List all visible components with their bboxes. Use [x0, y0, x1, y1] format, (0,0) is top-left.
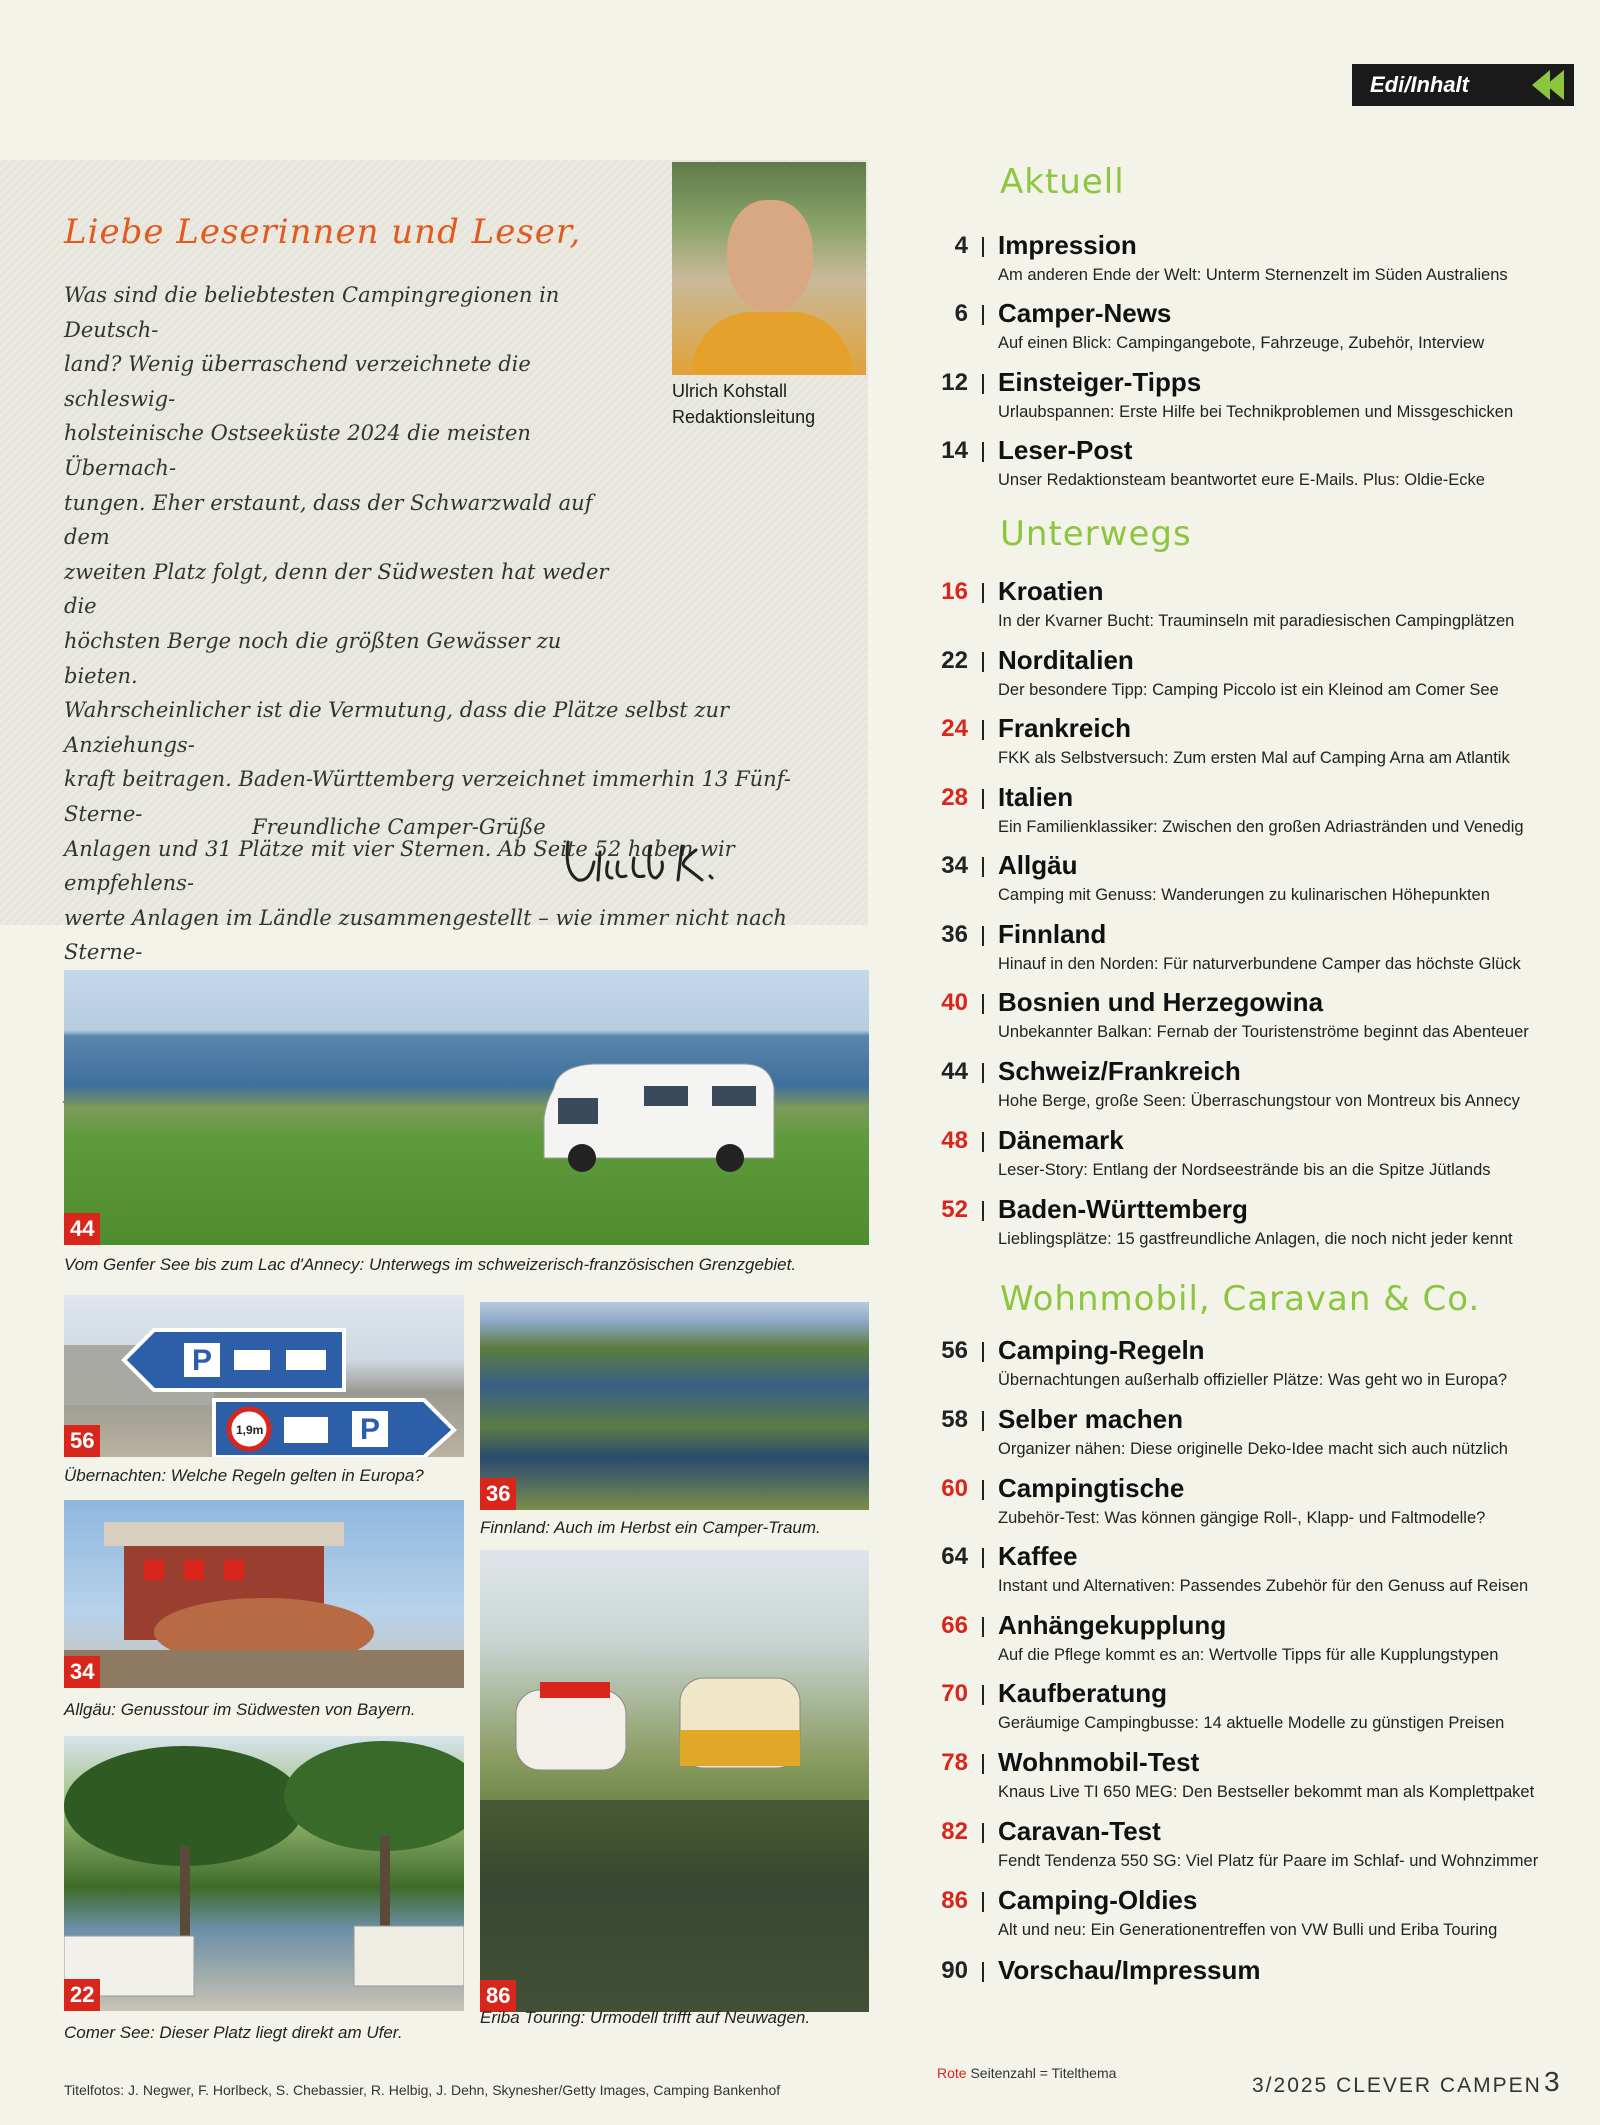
photo-allgaeu [64, 1500, 464, 1688]
toc-separator [982, 1754, 984, 1774]
toc-title: Finnland [998, 919, 1107, 949]
toc-entry [930, 300, 1570, 366]
toc-separator [982, 305, 984, 325]
toc-entry [930, 437, 1570, 503]
toc-page-number: 36 [941, 921, 968, 948]
toc-separator [982, 1201, 984, 1221]
author-role: Redaktionsleitung [672, 407, 816, 427]
toc-title: Wohnmobil-Test [998, 1747, 1200, 1777]
parking-sign-icon [64, 1295, 464, 1457]
toc-entry [930, 369, 1570, 435]
photo-caption: Vom Genfer See bis zum Lac d'Annecy: Unterwegs im schweizerisch-französischen Grenzgebiet. [64, 1255, 797, 1274]
toc-separator [982, 1685, 984, 1705]
legend-red-word: Rote [937, 2065, 967, 2081]
toc-title: Vorschau/Impressum [998, 1955, 1261, 1985]
toc-description: Leser-Story: Entlang der Nordseestrände bis an die Spitze Jütlands [998, 1161, 1491, 1179]
toc-description: Unser Redaktionsteam beantwortet eure E-Mails. Plus: Oldie-Ecke [998, 471, 1485, 489]
mountain-hut-illustration [64, 1500, 464, 1688]
editorial-line: Was sind die beliebtesten Campingregionen in Deutsch- [64, 283, 560, 342]
toc-description: Hinauf in den Norden: Für naturverbundene Camper das höchste Glück [998, 955, 1521, 973]
toc-description: Ein Familienklassiker: Zwischen den großen Adriastränden und Venedig [998, 818, 1524, 836]
toc-entry [930, 921, 1570, 987]
toc-separator [982, 374, 984, 394]
toc-entry [930, 1196, 1570, 1262]
page-badge: 22 [64, 1979, 100, 2011]
toc-description: Übernachtungen außerhalb offizieller Plätze: Was geht wo in Europa? [998, 1371, 1508, 1389]
toc-separator [982, 720, 984, 740]
toc-title: Italien [998, 782, 1074, 812]
toc-page-number: 14 [941, 437, 968, 464]
toc-page-number: 44 [941, 1058, 968, 1085]
toc-description: Knaus Live TI 650 MEG: Den Bestseller bekommt man als Komplettpaket [998, 1783, 1535, 1801]
page-badge: 56 [64, 1425, 100, 1457]
toc-description: FKK als Selbstversuch: Zum ersten Mal auf Camping Arna am Atlantik [998, 749, 1510, 767]
toc-title: Schweiz/Frankreich [998, 1056, 1241, 1086]
photo-comer-see [64, 1736, 464, 2011]
photo-caption: Finnland: Auch im Herbst ein Camper-Traum. [480, 1518, 821, 1537]
photo-caption: Comer See: Dieser Platz liegt direkt am Ufer. [64, 2023, 403, 2042]
toc-title: Campingtische [998, 1473, 1185, 1503]
section-title-aktuell: Aktuell [1000, 162, 1125, 202]
editorial-line: tungen. Eher erstaunt, dass der Schwarzwald auf dem [64, 490, 593, 550]
section-title-unterwegs: Unterwegs [1000, 514, 1192, 554]
toc-entry [930, 232, 1570, 298]
section-title-wohnmobil: Wohnmobil, Caravan & Co. [1000, 1279, 1481, 1319]
toc-separator [982, 789, 984, 809]
section-tag-label: Edi/Inhalt [1370, 72, 1469, 97]
toc-page-number: 12 [941, 369, 968, 396]
toc-description: Urlaubspannen: Erste Hilfe bei Technikproblemen und Missgeschicken [998, 403, 1514, 421]
editorial-line: kraft beitragen. Baden-Württemberg verzeichnet immerhin 13 Fünf-Sterne- [64, 767, 791, 826]
toc-title: Kaufberatung [998, 1678, 1167, 1708]
editorial-line: zweiten Platz folgt, denn der Südwesten hat weder die [64, 559, 609, 619]
toc-separator [982, 652, 984, 672]
toc-separator [982, 926, 984, 946]
toc-page-number: 48 [941, 1127, 968, 1154]
toc-title: Anhängekupplung [998, 1610, 1227, 1640]
toc-entry [930, 852, 1570, 918]
toc-page-number: 16 [941, 578, 968, 605]
toc-separator [982, 237, 984, 257]
toc-separator [982, 1617, 984, 1637]
legend-text: Seitenzahl = Titelthema [966, 2065, 1117, 2081]
toc-separator [982, 994, 984, 1014]
double-chevron-icon [1536, 70, 1564, 106]
toc-page-number: 28 [941, 784, 968, 811]
toc-description: Unbekannter Balkan: Fernab der Touristenströme beginnt das Abenteuer [998, 1023, 1529, 1041]
toc-separator [982, 1132, 984, 1152]
toc-entry [930, 1612, 1570, 1678]
toc-page-number: 78 [941, 1749, 968, 1776]
toc-separator [982, 857, 984, 877]
toc-description: Organizer nähen: Diese originelle Deko-Idee macht sich auch nützlich [998, 1440, 1508, 1458]
editorial-greeting: Freundliche Camper-Grüße [252, 815, 546, 839]
toc-page-number: 66 [941, 1612, 968, 1639]
toc-title: Selber machen [998, 1404, 1183, 1434]
toc-title: Leser-Post [998, 435, 1133, 465]
toc-separator [982, 1480, 984, 1500]
toc-separator [982, 442, 984, 462]
toc-title: Impression [998, 230, 1137, 260]
photo-caption: Eriba Touring: Urmodell trifft auf Neuwagen. [480, 2008, 811, 2027]
toc-separator [982, 1892, 984, 1912]
toc-page-number: 24 [941, 715, 968, 742]
toc-entry [930, 989, 1570, 1055]
editorial-line: höchsten Berge noch die größten Gewässer zu bieten. [64, 628, 562, 688]
toc-separator [982, 1342, 984, 1362]
toc-title: Camping-Oldies [998, 1885, 1198, 1915]
toc-entry [930, 1543, 1570, 1609]
toc-description: Der besondere Tipp: Camping Piccolo ist ein Kleinod am Comer See [998, 681, 1499, 699]
toc-description: Camping mit Genuss: Wanderungen zu kulinarischen Höhepunkten [998, 886, 1490, 904]
toc-description: Auf einen Blick: Campingangebote, Fahrzeuge, Zubehör, Interview [998, 334, 1485, 352]
editorial-line: holsteinische Ostseeküste 2024 die meisten Übernach- [64, 421, 531, 480]
toc-page-number: 86 [941, 1887, 968, 1914]
toc-entry [930, 715, 1570, 781]
toc-entry [930, 1818, 1570, 1884]
page-badge: 86 [480, 1980, 516, 2012]
toc-entry [930, 1058, 1570, 1124]
toc-separator [982, 1962, 984, 1982]
signature [560, 832, 760, 892]
toc-entry [930, 784, 1570, 850]
toc-entry [930, 1680, 1570, 1746]
toc-description: Fendt Tendenza 550 SG: Viel Platz für Paare im Schlaf- und Wohnzimmer [998, 1852, 1539, 1870]
toc-entry [930, 1406, 1570, 1472]
editorial-line: werte Anlagen im Ländle zusammengestellt – wie immer nicht nach Sterne- [64, 905, 787, 965]
toc-page-number: 90 [941, 1957, 968, 1984]
toc-page-number: 4 [954, 232, 968, 259]
photo-finnland [480, 1302, 869, 1510]
toc-entry [930, 1337, 1570, 1403]
svg-text:P: P [192, 1344, 213, 1377]
photo-credits: Titelfotos: J. Negwer, F. Horlbeck, S. Chebassier, R. Helbig, J. Dehn, Skynesher/Getty Images, Camping Bankenhof [64, 2082, 781, 2098]
editorial-line: Wahrscheinlicher ist die Vermutung, dass die Plätze selbst zur Anziehungs- [64, 698, 730, 757]
toc-title: Camper-News [998, 298, 1172, 328]
editorial-title: Liebe Leserinnen und Leser, [64, 212, 582, 252]
toc-description: In der Kvarner Bucht: Trauminseln mit paradiesischen Campingplätzen [998, 612, 1515, 630]
toc-page-number: 22 [941, 647, 968, 674]
toc-page-number: 56 [941, 1337, 968, 1364]
toc-page-number: 82 [941, 1818, 968, 1845]
toc-title: Caravan-Test [998, 1816, 1161, 1846]
toc-page-number: 40 [941, 989, 968, 1016]
toc-page-number: 52 [941, 1196, 968, 1223]
editorial-line: land? Wenig überraschend verzeichnete die schleswig- [64, 352, 531, 411]
toc-entry [930, 578, 1570, 644]
toc-page-number: 60 [941, 1475, 968, 1502]
toc-title: Baden-Württemberg [998, 1194, 1248, 1224]
author-name: Ulrich Kohstall [672, 381, 788, 401]
photo-camping-regeln [64, 1295, 464, 1457]
toc-entry [930, 1749, 1570, 1815]
toc-title: Allgäu [998, 850, 1078, 880]
toc-entry [930, 647, 1570, 713]
toc-title: Kaffee [998, 1541, 1078, 1571]
section-tag [1352, 64, 1574, 106]
toc-description: Lieblingsplätze: 15 gastfreundliche Anlagen, die noch nicht jeder kennt [998, 1230, 1513, 1248]
height-limit-label: 1,9m [236, 1423, 264, 1437]
toc-description: Am anderen Ende der Welt: Unterm Sternenzelt im Süden Australiens [998, 266, 1508, 284]
issue-label: 3/2025 CLEVER CAMPEN [1252, 2074, 1542, 2097]
toc-separator [982, 1823, 984, 1843]
photo-eriba-touring [480, 1550, 869, 2012]
lakeside-camping-illustration [64, 1736, 464, 2011]
toc-description: Zubehör-Test: Was können gängige Roll-, Klapp- und Faltmodelle? [998, 1509, 1486, 1527]
motorhome-illustration [534, 1058, 784, 1178]
toc-title: Frankreich [998, 713, 1131, 743]
toc-page-number: 70 [941, 1680, 968, 1707]
caravans-illustration [480, 1550, 869, 2012]
toc-title: Kroatien [998, 576, 1104, 606]
toc-entry [930, 1957, 1570, 2023]
toc-entry [930, 1887, 1570, 1953]
page-badge: 44 [64, 1213, 100, 1245]
toc-title: Einsteiger-Tipps [998, 367, 1202, 397]
toc-description: Auf die Pflege kommt es an: Wertvolle Tipps für alle Kupplungstypen [998, 1646, 1499, 1664]
toc-separator [982, 1548, 984, 1568]
toc-title: Dänemark [998, 1125, 1124, 1155]
photo-caption: Allgäu: Genusstour im Südwesten von Bayern. [64, 1700, 416, 1719]
red-page-legend [937, 2065, 1116, 2081]
page-badge: 34 [64, 1656, 100, 1688]
toc-description: Instant und Alternativen: Passendes Zubehör für den Genuss auf Reisen [998, 1577, 1529, 1595]
toc-entry [930, 1127, 1570, 1193]
page-badge: 36 [480, 1478, 516, 1510]
toc-description: Geräumige Campingbusse: 14 aktuelle Modelle zu günstigen Preisen [998, 1714, 1505, 1732]
toc-title: Bosnien und Herzegowina [998, 987, 1324, 1017]
toc-page-number: 58 [941, 1406, 968, 1433]
toc-separator [982, 1411, 984, 1431]
page-number: 3 [1544, 2066, 1560, 2097]
toc-page-number: 64 [941, 1543, 968, 1570]
toc-page-number: 34 [941, 852, 968, 879]
svg-text:P: P [360, 1413, 381, 1446]
toc-page-number: 6 [954, 300, 968, 327]
toc-separator [982, 583, 984, 603]
photo-caption: Übernachten: Welche Regeln gelten in Europa? [64, 1466, 424, 1485]
toc-title: Norditalien [998, 645, 1134, 675]
editorial-line: Anlagen und 31 Plätze mit vier Sternen. Ab Seite 52 haben wir empfehlens- [64, 836, 735, 896]
toc-description: Hohe Berge, große Seen: Überraschungstour von Montreux bis Annecy [998, 1092, 1520, 1110]
toc-title: Camping-Regeln [998, 1335, 1205, 1365]
toc-entry [930, 1475, 1570, 1541]
toc-description: Alt und neu: Ein Generationentreffen von VW Bulli und Eriba Touring [998, 1921, 1498, 1939]
photo-schweiz-frankreich [64, 970, 869, 1245]
toc-separator [982, 1063, 984, 1083]
